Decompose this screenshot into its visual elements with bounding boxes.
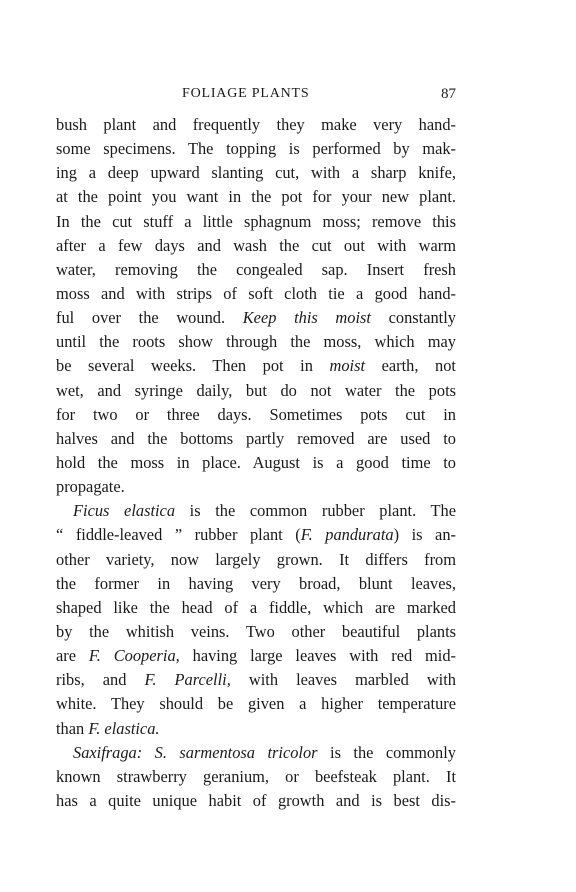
text-line xyxy=(56,137,456,161)
text-run: than xyxy=(56,718,89,738)
text-run: halves and the bottoms partly removed are used to xyxy=(56,428,456,448)
text-run: propagate. xyxy=(56,477,125,497)
text-line xyxy=(56,789,456,813)
italic-text: F. pandurata xyxy=(300,525,394,545)
text-run: for two or three days. Sometimes pots cut in xyxy=(56,404,456,424)
running-title: FOLIAGE PLANTS xyxy=(182,86,310,101)
text-run: shaped like the head of a fiddle, which are marked xyxy=(56,597,456,617)
italic-text: F. Cooperia, xyxy=(88,646,180,666)
text-run: the former in having very broad, blunt leaves, xyxy=(56,573,456,593)
text-line xyxy=(56,306,456,330)
italic-text: Ficus elastica xyxy=(73,501,176,521)
text-run: with leaves marbled with xyxy=(230,670,456,690)
italic-text: Saxifraga: S. sarmentosa tricolor xyxy=(73,742,318,762)
text-run: has a quite unique habit of growth and is best dis- xyxy=(56,790,456,810)
text-line xyxy=(56,427,456,451)
text-line xyxy=(56,161,456,185)
text-run: ful over the wound. xyxy=(56,308,243,328)
text-line xyxy=(56,668,456,692)
text-line xyxy=(56,717,456,741)
text-run: water, removing the congealed sap. Insert fresh xyxy=(56,259,456,279)
text-run: until the roots show through the moss, which may xyxy=(56,332,456,352)
text-run: having large leaves with red mid- xyxy=(179,646,456,666)
italic-text: F. Parcelli, xyxy=(144,670,231,690)
text-run: ing a deep upward slanting cut, with a sharp knife, xyxy=(56,163,456,183)
page-number: 87 xyxy=(441,86,456,102)
text-run: at the point you want in the pot for your new plant. xyxy=(56,187,456,207)
text-line xyxy=(56,113,456,137)
text-line xyxy=(56,596,456,620)
text-line xyxy=(56,354,456,378)
body-text xyxy=(56,113,456,813)
text-run: “ fiddle-leaved ” rubber plant ( xyxy=(56,525,301,545)
text-run: be several weeks. Then pot in xyxy=(56,356,330,376)
text-line xyxy=(56,741,456,765)
text-run: other variety, now largely grown. It differs from xyxy=(56,549,456,569)
text-line xyxy=(56,765,456,789)
running-head xyxy=(56,86,456,108)
text-line xyxy=(56,210,456,234)
text-run: are xyxy=(56,646,89,666)
italic-text: F. elastica. xyxy=(88,718,160,738)
text-line xyxy=(56,523,456,547)
text-line xyxy=(56,644,456,668)
text-run: after a few days and wash the cut out with warm xyxy=(56,235,456,255)
text-run: some specimens. The topping is performed by mak- xyxy=(56,139,456,159)
text-line xyxy=(56,572,456,596)
text-run: wet, and syringe daily, but do not water the pots xyxy=(56,380,456,400)
text-line xyxy=(56,234,456,258)
text-line xyxy=(56,379,456,403)
text-run: is the commonly xyxy=(317,742,456,762)
text-line xyxy=(56,282,456,306)
text-run: bush plant and frequently they make very hand- xyxy=(56,115,456,134)
italic-text: Keep this moist xyxy=(242,308,371,328)
text-run: hold the moss in place. August is a good time to xyxy=(56,452,456,472)
text-line xyxy=(56,403,456,427)
text-line xyxy=(56,330,456,354)
text-run: ribs, and xyxy=(56,670,145,690)
text-run: white. They should be given a higher temperature xyxy=(56,694,456,714)
text-run: moss and with strips of soft cloth tie a good hand- xyxy=(56,283,456,303)
text-line xyxy=(56,185,456,209)
text-run: In the cut stuff a little sphagnum moss; remove this xyxy=(56,211,456,231)
text-run: by the whitish veins. Two other beautiful plants xyxy=(56,621,456,641)
text-run: is the common rubber plant. The xyxy=(175,501,456,521)
text-line xyxy=(56,258,456,282)
text-line xyxy=(56,475,456,499)
text-run: known strawberry geranium, or beefsteak plant. It xyxy=(56,766,456,786)
italic-text: moist xyxy=(329,356,366,376)
text-line xyxy=(56,451,456,475)
text-run: ) is an- xyxy=(393,525,456,545)
text-line xyxy=(56,620,456,644)
text-line xyxy=(56,499,456,523)
text-line xyxy=(56,692,456,716)
text-run: constantly xyxy=(370,308,456,328)
text-line xyxy=(56,548,456,572)
text-run: earth, not xyxy=(365,356,456,376)
